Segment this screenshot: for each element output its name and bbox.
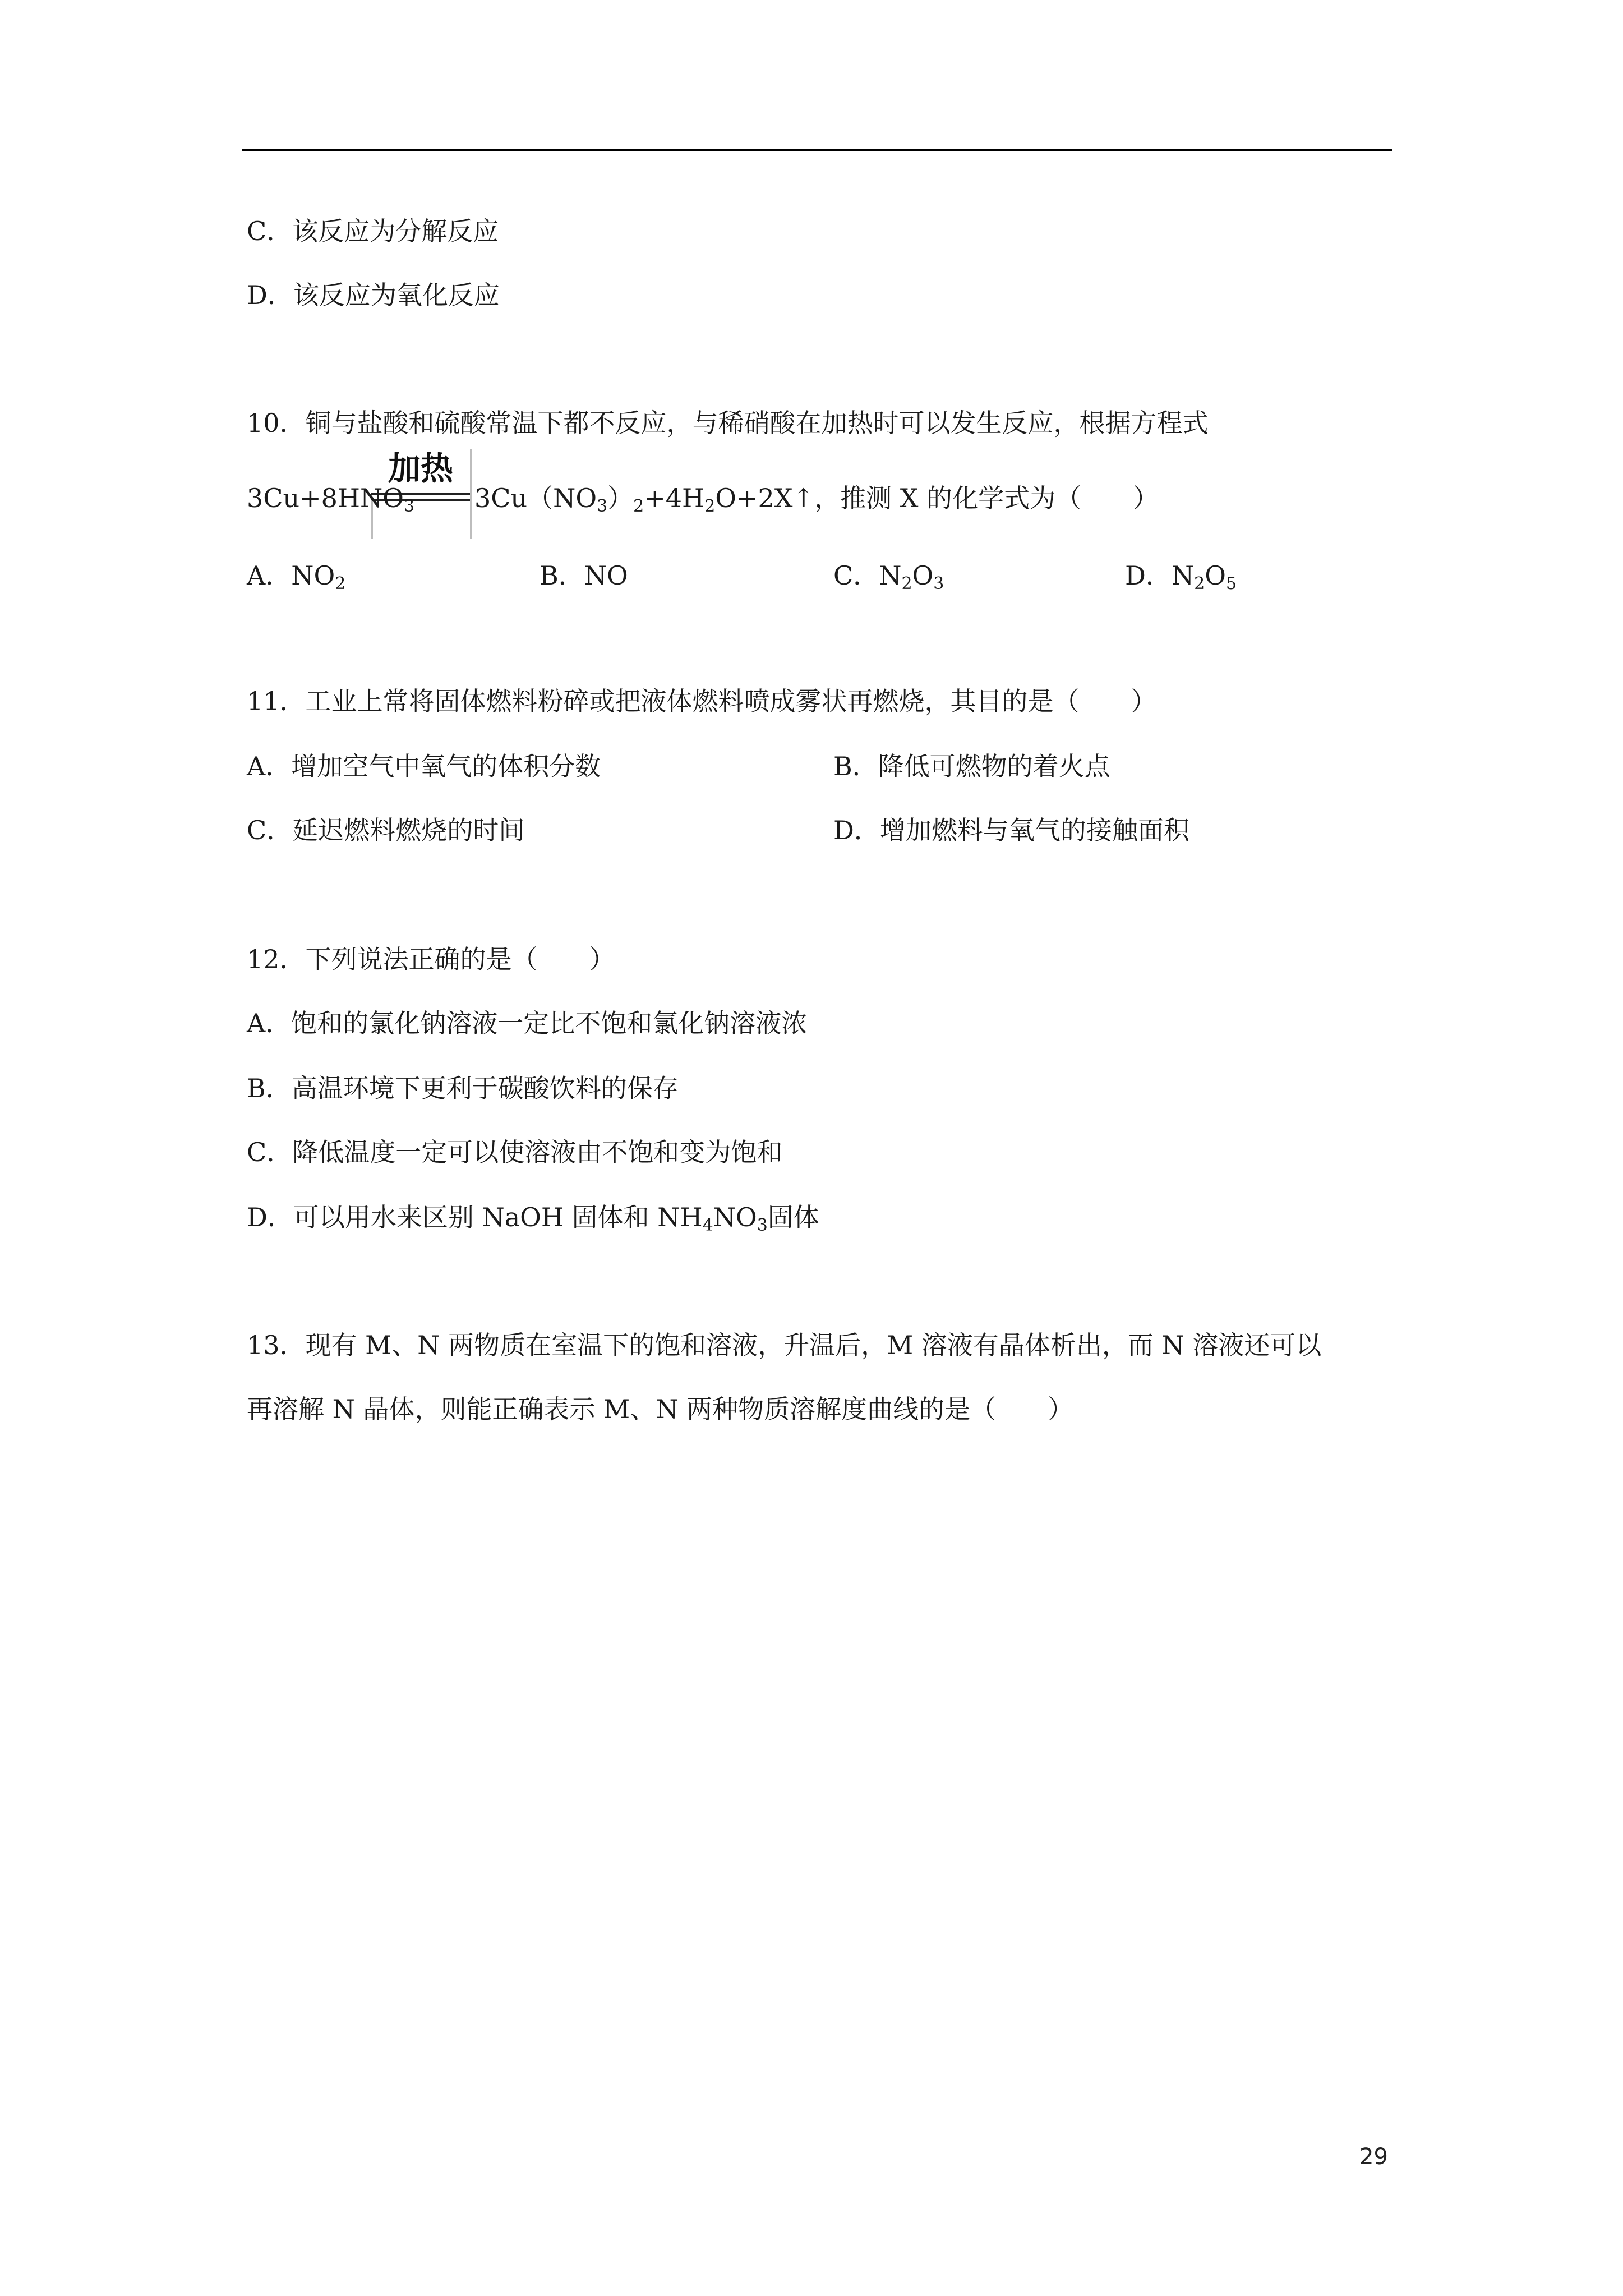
header-rule <box>242 149 1392 151</box>
q12-option-b: B．高温环境下更利于碳酸饮料的保存 <box>247 1073 679 1103</box>
q11-option-d: D．增加燃料与氧气的接触面积 <box>833 815 1189 845</box>
q12-option-a: A．饱和的氯化钠溶液一定比不饱和氯化钠溶液浓 <box>247 1008 808 1038</box>
q10-equation-products: $3Cu(NO_3)_2+4H_2O+2X↑$，推测 X 的化学式为（ ） <box>474 483 1159 516</box>
q11-option-c: C．延迟燃料燃烧的时间 <box>247 815 525 845</box>
q10-stem: 10．铜与盐酸和硫酸常温下都不反应，与稀硝酸在加热时可以发生反应，根据方程式 <box>247 408 1209 438</box>
q9-option-d: D．该反应为氧化反应 <box>247 280 500 310</box>
page-number: 29 <box>1359 2144 1388 2170</box>
q12-option-d: D．可以用水来区别 NaOH 固体和 $NH_4NO_3$固体 <box>247 1202 819 1235</box>
q13-stem-line2: 再溶解 N 晶体，则能正确表示 M、N 两种物质溶解度曲线的是（ ） <box>247 1394 1074 1424</box>
q10-option-d: D．$N_2O_5$ <box>1125 560 1237 593</box>
q11-stem: 11．工业上常将固体燃料粉碎或把液体燃料喷成雾状再燃烧，其目的是（ ） <box>247 686 1157 716</box>
q9-option-c: C．该反应为分解反应 <box>247 216 499 246</box>
q10-option-b: B．NO <box>540 560 628 591</box>
reaction-condition-label: 加热 <box>388 449 454 487</box>
q10-option-a: A．$NO_2$ <box>247 560 346 593</box>
q13-stem-line1: 13．现有 M、N 两物质在室温下的饱和溶液，升温后，M 溶液有晶体析出，而 N 溶液还可以 <box>247 1330 1322 1360</box>
q10-equation-reactants: $3Cu+8HNO_3$ <box>247 483 415 516</box>
q11-option-a: A．增加空气中氧气的体积分数 <box>247 751 601 781</box>
q12-stem: 12．下列说法正确的是（ ） <box>247 944 615 974</box>
q12-option-c: C．降低温度一定可以使溶液由不饱和变为饱和 <box>247 1137 783 1167</box>
q10-option-c: C．$N_2O_3$ <box>833 560 944 593</box>
q11-option-b: B．降低可燃物的着火点 <box>833 751 1110 781</box>
